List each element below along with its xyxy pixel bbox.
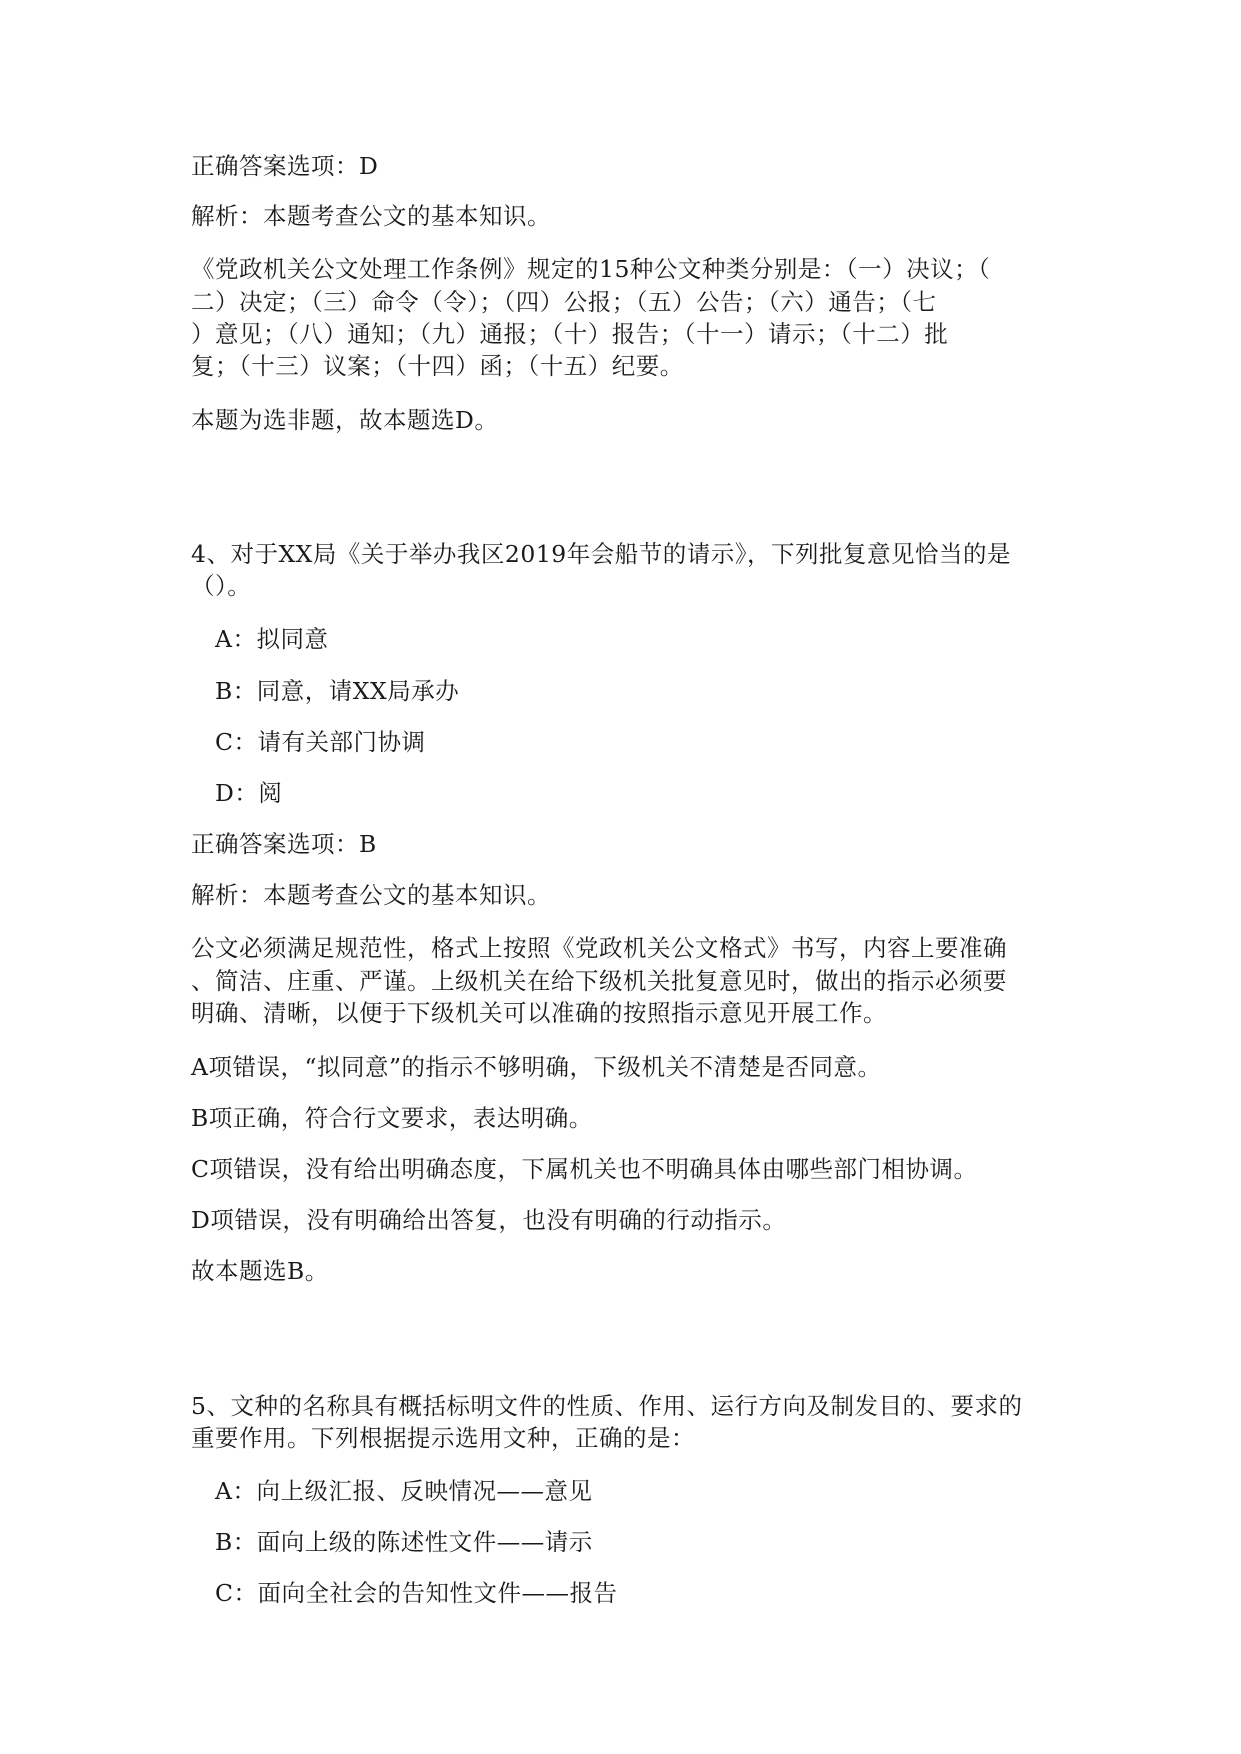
q3-analysis-intro: 解析：本题考查公文的基本知识。 bbox=[191, 202, 551, 230]
q4-stem-line: 4、对于XX局《关于举办我区2019年会船节的请示》，下列批复意见恰当的是 bbox=[191, 540, 1011, 568]
q4-stem-line: （）。 bbox=[191, 572, 252, 600]
q3-explanation-line: 二）决定；（三）命令（令）；（四）公报；（五）公告；（六）通告；（七 bbox=[191, 288, 937, 316]
q5-option-b: B：面向上级的陈述性文件——请示 bbox=[215, 1528, 593, 1556]
q4-option-d: D：阅 bbox=[215, 779, 283, 807]
q5-stem-line: 重要作用。下列根据提示选用文种，正确的是： bbox=[191, 1424, 695, 1452]
q5-option-a: A：向上级汇报、反映情况——意见 bbox=[215, 1477, 593, 1505]
q3-explanation-line: 《党政机关公文处理工作条例》规定的15种公文种类分别是：（一）决议；（ bbox=[191, 255, 991, 283]
q4-option-a: A：拟同意 bbox=[215, 625, 329, 653]
q3-conclusion: 本题为选非题，故本题选D。 bbox=[191, 406, 499, 434]
q4-option-c: C：请有关部门协调 bbox=[215, 728, 426, 756]
q5-option-c: C：面向全社会的告知性文件——报告 bbox=[215, 1579, 618, 1607]
q4-option-b: B：同意，请XX局承办 bbox=[215, 677, 460, 705]
q4-conclusion: 故本题选B。 bbox=[191, 1257, 329, 1285]
q4-option-analysis-a: A项错误，“拟同意”的指示不够明确，下级机关不清楚是否同意。 bbox=[191, 1053, 882, 1081]
q3-explanation-line: ）意见；（八）通知；（九）通报；（十）报告；（十一）请示；（十二）批 bbox=[191, 320, 949, 348]
q4-answer: 正确答案选项：B bbox=[191, 830, 377, 858]
q4-option-analysis-b: B项正确，符合行文要求，表达明确。 bbox=[191, 1104, 593, 1132]
q4-explanation-line: 公文必须满足规范性，格式上按照《党政机关公文格式》书写，内容上要准确 bbox=[191, 934, 1007, 962]
q5-stem-line: 5、文种的名称具有概括标明文件的性质、作用、运行方向及制发目的、要求的 bbox=[191, 1392, 1023, 1420]
q4-analysis-intro: 解析：本题考查公文的基本知识。 bbox=[191, 881, 551, 909]
q3-explanation-line: 复；（十三）议案；（十四）函；（十五）纪要。 bbox=[191, 352, 684, 380]
q4-explanation-line: 、简洁、庄重、严谨。上级机关在给下级机关批复意见时，做出的指示必须要 bbox=[191, 967, 1007, 995]
q3-answer: 正确答案选项：D bbox=[191, 152, 379, 180]
q4-explanation-line: 明确、清晰，以便于下级机关可以准确的按照指示意见开展工作。 bbox=[191, 999, 887, 1027]
q4-option-analysis-d: D项错误，没有明确给出答复，也没有明确的行动指示。 bbox=[191, 1206, 787, 1234]
q4-option-analysis-c: C项错误，没有给出明确态度，下属机关也不明确具体由哪些部门相协调。 bbox=[191, 1155, 978, 1183]
